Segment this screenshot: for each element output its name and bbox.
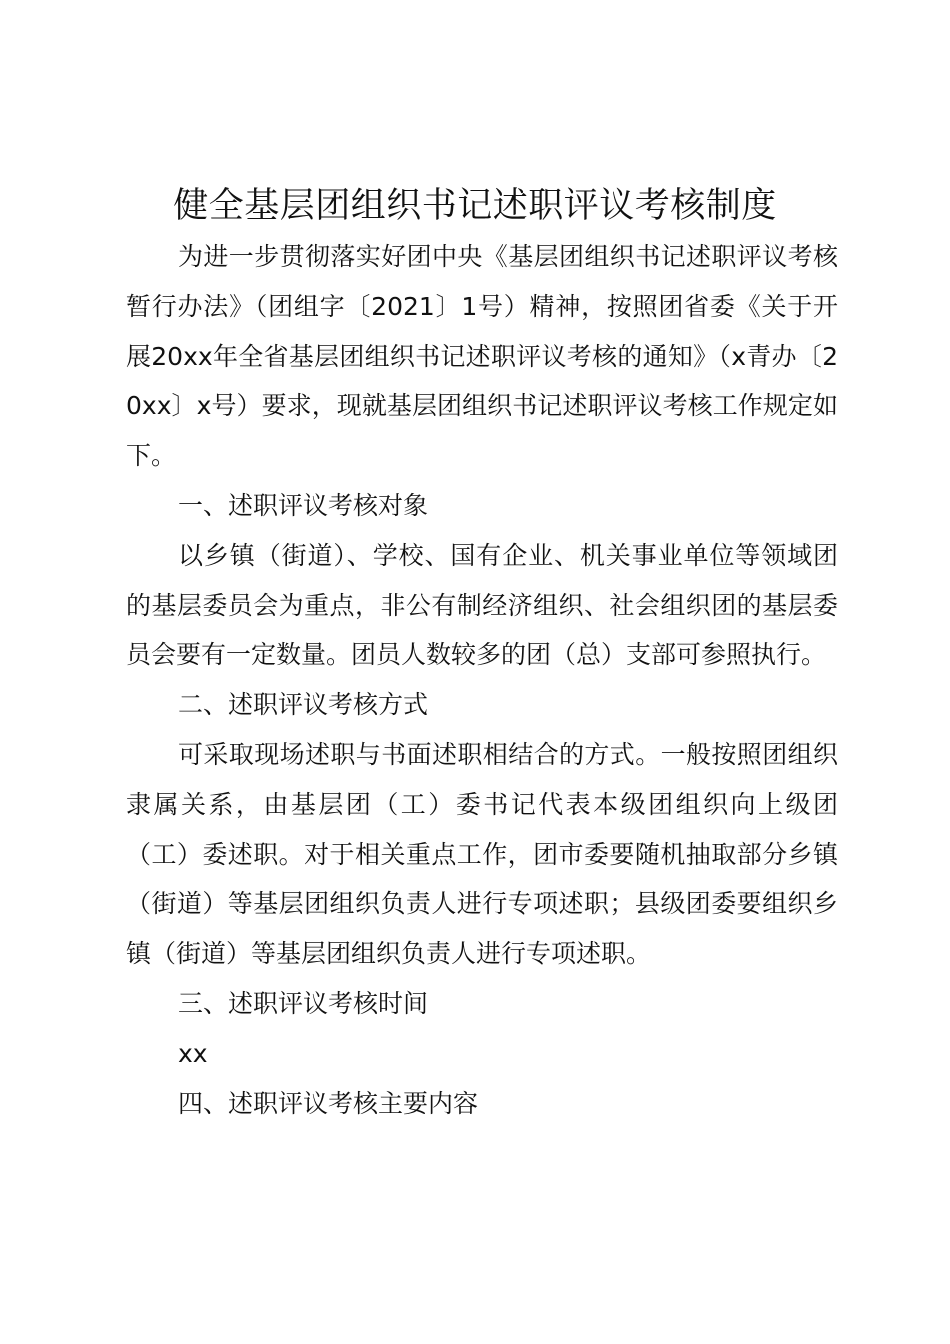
intro-paragraph: 为进一步贯彻落实好团中央《基层团组织书记述职评议考核暂行办法》（团组字〔2021〕1号）精神，按照团省委《关于开展20xx年全省基层团组织书记述职评议考核的通知》（x青办〔20xx〕x号）要求，现就基层团组织书记述职评议考核工作规定如下。 (126, 242, 838, 471)
section-heading-3: 三、述职评议考核时间 (178, 988, 429, 1018)
section-2-paragraph: 可采取现场述职与书面述职相结合的方式。一般按照团组织隶属关系，由基层团（工）委书记代表本级团组织向上级团（工）委述职。对于相关重点工作，团市委要随机抽取部分乡镇（街道）等基层团组织负责人进行专项述职；县级团委要组织乡镇（街道）等基层团组织负责人进行专项述职。 (126, 739, 838, 969)
section-heading-1: 一、述职评议考核对象 (178, 490, 429, 520)
document-body (126, 232, 838, 1128)
section-heading-2: 二、述职评议考核方式 (178, 690, 429, 720)
section-1-paragraph: 以乡镇（街道）、学校、国有企业、机关事业单位等领域团的基层委员会为重点，非公有制经济组织、社会组织团的基层委员会要有一定数量。团员人数较多的团（总）支部可参照执行。 (126, 540, 838, 670)
document-title: 健全基层团组织书记述职评议考核制度 (173, 186, 777, 226)
section-3-paragraph: xx (178, 1038, 208, 1068)
section-heading-4: 四、述职评议考核主要内容 (178, 1088, 479, 1118)
